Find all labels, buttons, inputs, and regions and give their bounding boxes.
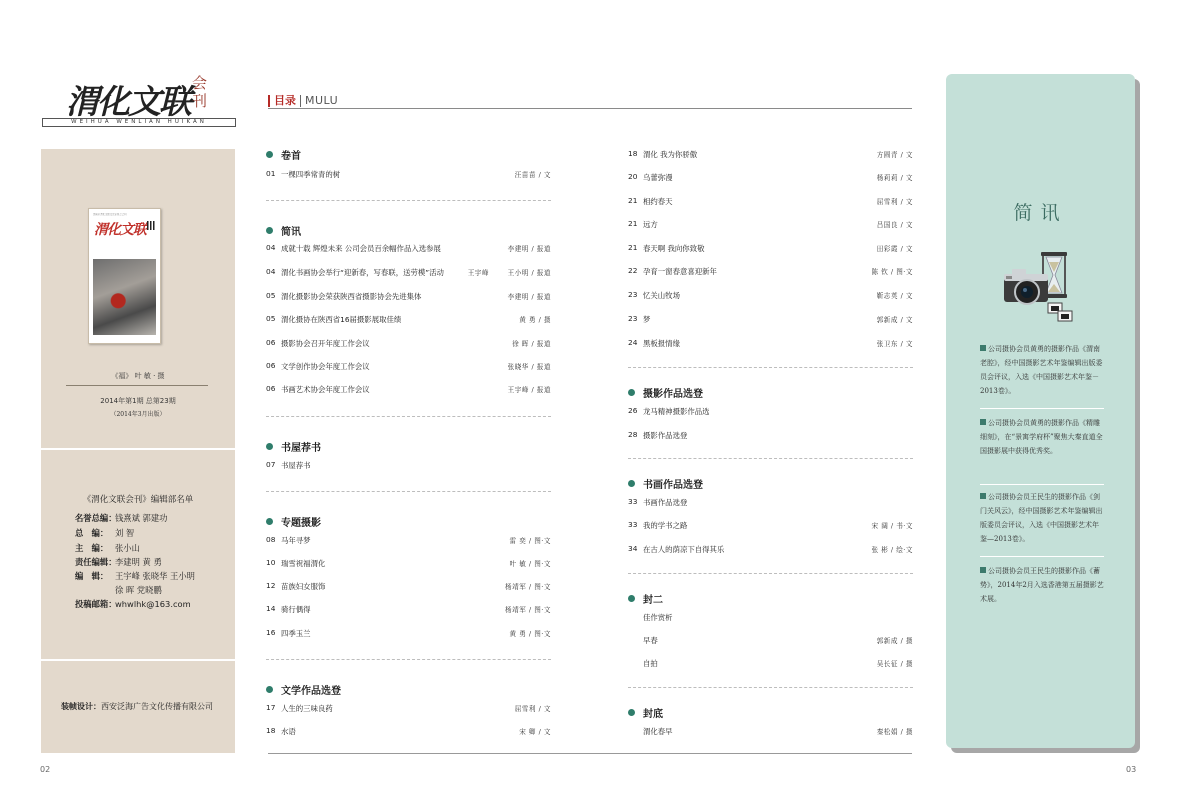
page-number-right: 03 (1126, 765, 1137, 774)
masthead-subtitle: 会刊 (192, 74, 208, 110)
cover-top-text: 渭南市渭化文联文艺家协会会刊 (93, 213, 127, 216)
news-item: 公司摄协会员王民生的摄影作品《剑门关风云》，经中国摄影艺术年鉴编辑出版委员会评议，入选《中国摄影艺术年鉴—2013卷》。 (980, 493, 1103, 543)
editorial-title: 《渭化文联会刊》编辑部名单 (82, 495, 194, 505)
news-divider (980, 408, 1104, 409)
cover-logo: 渭化文联 (94, 222, 146, 238)
masthead-romanized: WEIHUA WENLIAN HUIKAN (42, 118, 236, 127)
toc-header-en: MULU (305, 94, 339, 107)
toc-entry[interactable]: 早春 郭新成 / 摄 (643, 636, 913, 645)
editorial-row: 主 编： 张小山 (75, 543, 140, 553)
toc-entry[interactable]: 渭化春早 秦松娟 / 摄 (643, 727, 913, 736)
news-item: 公司摄协会员黄勇的摄影作品《渭南老腔》，经中国摄影艺术年鉴编辑出版委员会评议，入选《中国摄影艺术年鉴－2013卷》。 (980, 345, 1103, 395)
toc-header-bar (268, 95, 270, 107)
section-heading: 简讯 (266, 223, 301, 238)
issue-info-panel (41, 149, 235, 753)
editorial-row: 名誉总编：钱熹斌 郭建功 (75, 513, 168, 523)
toc-entry[interactable]: 26 龙马精神摄影作品选 (628, 406, 710, 416)
toc-entry[interactable]: 16 四季玉兰 黄 勇 / 图·文 (266, 628, 551, 638)
toc-entry[interactable]: 24 黑板报情缘 张卫东 / 文 (628, 338, 913, 348)
toc-entry[interactable]: 08 马年寻梦 雷 奕 / 图·文 (266, 535, 551, 545)
editorial-row: 徐 晖 党晓鹏 (115, 585, 162, 595)
section-heading: 文学作品选登 (266, 682, 341, 697)
section-heading: 书画作品选登 (628, 476, 703, 491)
news-panel (946, 74, 1135, 748)
section-divider (266, 416, 551, 417)
issue-number: 2014年第1期 总第23期 (100, 397, 176, 405)
section-heading: 书屋荐书 (266, 439, 321, 454)
news-item: 公司摄协会员王民生的摄影作品《蓄势》，2014年2月入选香港第五届摄影艺术展。 (980, 567, 1104, 603)
section-heading: 摄影作品选登 (628, 385, 703, 400)
section-divider (628, 687, 913, 688)
toc-entry[interactable]: 04 渭化书画协会举行“迎新春，写春联，送劳模”活动 王宇峰 王小明 / 报道 (266, 267, 551, 277)
bullet-square-icon (980, 345, 986, 351)
bullet-square-icon (980, 567, 986, 573)
toc-entry[interactable]: 自拍 吴长征 / 摄 (643, 659, 913, 668)
toc-entry[interactable]: 22 孕育一窗春意喜迎新年 陈 钦 / 图·文 (628, 266, 913, 276)
editorial-row: 责任编辑：李建明 黄 勇 (75, 557, 162, 567)
news-divider (980, 484, 1104, 485)
bullet-square-icon (980, 419, 986, 425)
toc-entry[interactable]: 07 书屋荐书 (266, 460, 311, 470)
toc-entry[interactable]: 佳作赏析 (643, 613, 673, 622)
bullet-square-icon (980, 493, 986, 499)
cover-caption: 《福》 叶 敏 · 摄 (111, 372, 165, 380)
toc-entry[interactable]: 18 渭化 我为你骄傲 方圆青 / 文 (628, 149, 913, 159)
toc-entry[interactable]: 06 摄影协会召开年度工作会议 徐 晖 / 报道 (266, 338, 551, 348)
toc-entry[interactable]: 21 远方 吕国良 / 文 (628, 219, 913, 229)
masthead-logo (40, 70, 240, 132)
toc-header (268, 94, 912, 109)
toc-entry[interactable]: 17 人生的三味良药 屈雪利 / 文 (266, 703, 551, 713)
toc-entry[interactable]: 12 苗族妇女服饰 杨靖军 / 图·文 (266, 581, 551, 591)
toc-entry[interactable]: 14 骑行偶得 杨靖军 / 图·文 (266, 604, 551, 614)
section-divider (628, 573, 913, 574)
toc-entry[interactable]: 33 书画作品选登 (628, 497, 688, 507)
toc-entry[interactable]: 28 摄影作品选登 (628, 430, 688, 440)
section-heading: 专题摄影 (266, 514, 321, 529)
toc-header-cn: 目录 (274, 94, 296, 107)
toc-entry[interactable]: 33 我的学书之路 宋 阔 / 书·文 (628, 520, 913, 530)
toc-entry[interactable]: 01 一棵四季常青的树 汪苗苗 / 文 (266, 169, 551, 179)
panel-divider (41, 448, 235, 450)
news-item: 公司摄协会员黄勇的摄影作品《精雕细刻》，在“景寓学府杯”聚焦大秦直道全国摄影展中获得优秀奖。 (980, 419, 1103, 455)
editorial-email: 投稿邮箱：whwlhk@163.com (75, 599, 191, 609)
section-heading: 封二 (628, 591, 663, 606)
toc-entry[interactable]: 21 相约春天 屈雪利 / 文 (628, 196, 913, 206)
section-divider (628, 367, 913, 368)
design-credit: 装帧设计：西安泛海广告文化传播有限公司 (61, 702, 213, 711)
masthead-title: 渭化文联 (66, 82, 190, 121)
toc-header-separator (300, 95, 301, 107)
toc-entry[interactable]: 21 春天啊 我向你致敬 田彩霞 / 文 (628, 243, 913, 253)
toc-entry[interactable]: 20 乌蕾弥漫 杨莉莉 / 文 (628, 172, 913, 182)
section-divider (266, 659, 551, 660)
toc-entry[interactable]: 06 书画艺术协会年度工作会议 王宇峰 / 报道 (266, 384, 551, 394)
panel-divider (41, 659, 235, 661)
editorial-row: 编 辑： 王宇峰 张晓华 王小明 (75, 571, 195, 581)
bottom-rule (268, 753, 912, 754)
section-divider (266, 200, 551, 201)
toc-entry[interactable]: 34 在古人的荫凉下自得其乐 张 彬 / 绘·文 (628, 544, 913, 554)
editorial-row: 总 编： 刘 智 (75, 528, 135, 538)
cover-photo (93, 259, 156, 335)
news-title: 简讯 (1013, 202, 1068, 224)
toc-entry[interactable]: 18 水语 宋 卿 / 文 (266, 726, 551, 736)
toc-entry[interactable]: 23 梦 郭新成 / 文 (628, 314, 913, 324)
page-number-left: 02 (40, 765, 51, 774)
toc-entry[interactable]: 06 文学创作协会年度工作会议 张晓华 / 报道 (266, 361, 551, 371)
toc-entry[interactable]: 05 渭化摄协在陕西省16届摄影展取佳绩 黄 勇 / 摄 (266, 314, 551, 324)
news-divider (980, 556, 1104, 557)
section-divider (628, 458, 913, 459)
section-heading: 卷首 (266, 147, 301, 162)
publish-date: （2014年3月出版） (110, 411, 166, 418)
cover-qr-code (147, 221, 156, 230)
camera-hourglass-icon (998, 250, 1080, 328)
toc-entry[interactable]: 04 成就十载 辉煌未来 公司会员百余幅作品入选参展 李建明 / 报道 (266, 243, 551, 253)
toc-entry[interactable]: 10 瑞雪祝福渭化 叶 敏 / 图·文 (266, 558, 551, 568)
caption-divider (66, 385, 208, 386)
cover-thumbnail (88, 208, 161, 344)
toc-entry[interactable]: 23 忆关山牧场 靳志英 / 文 (628, 290, 913, 300)
section-heading: 封底 (628, 705, 663, 720)
toc-entry[interactable]: 05 渭化摄影协会荣获陕西省摄影协会先进集体 李建明 / 报道 (266, 291, 551, 301)
section-divider (266, 491, 551, 492)
